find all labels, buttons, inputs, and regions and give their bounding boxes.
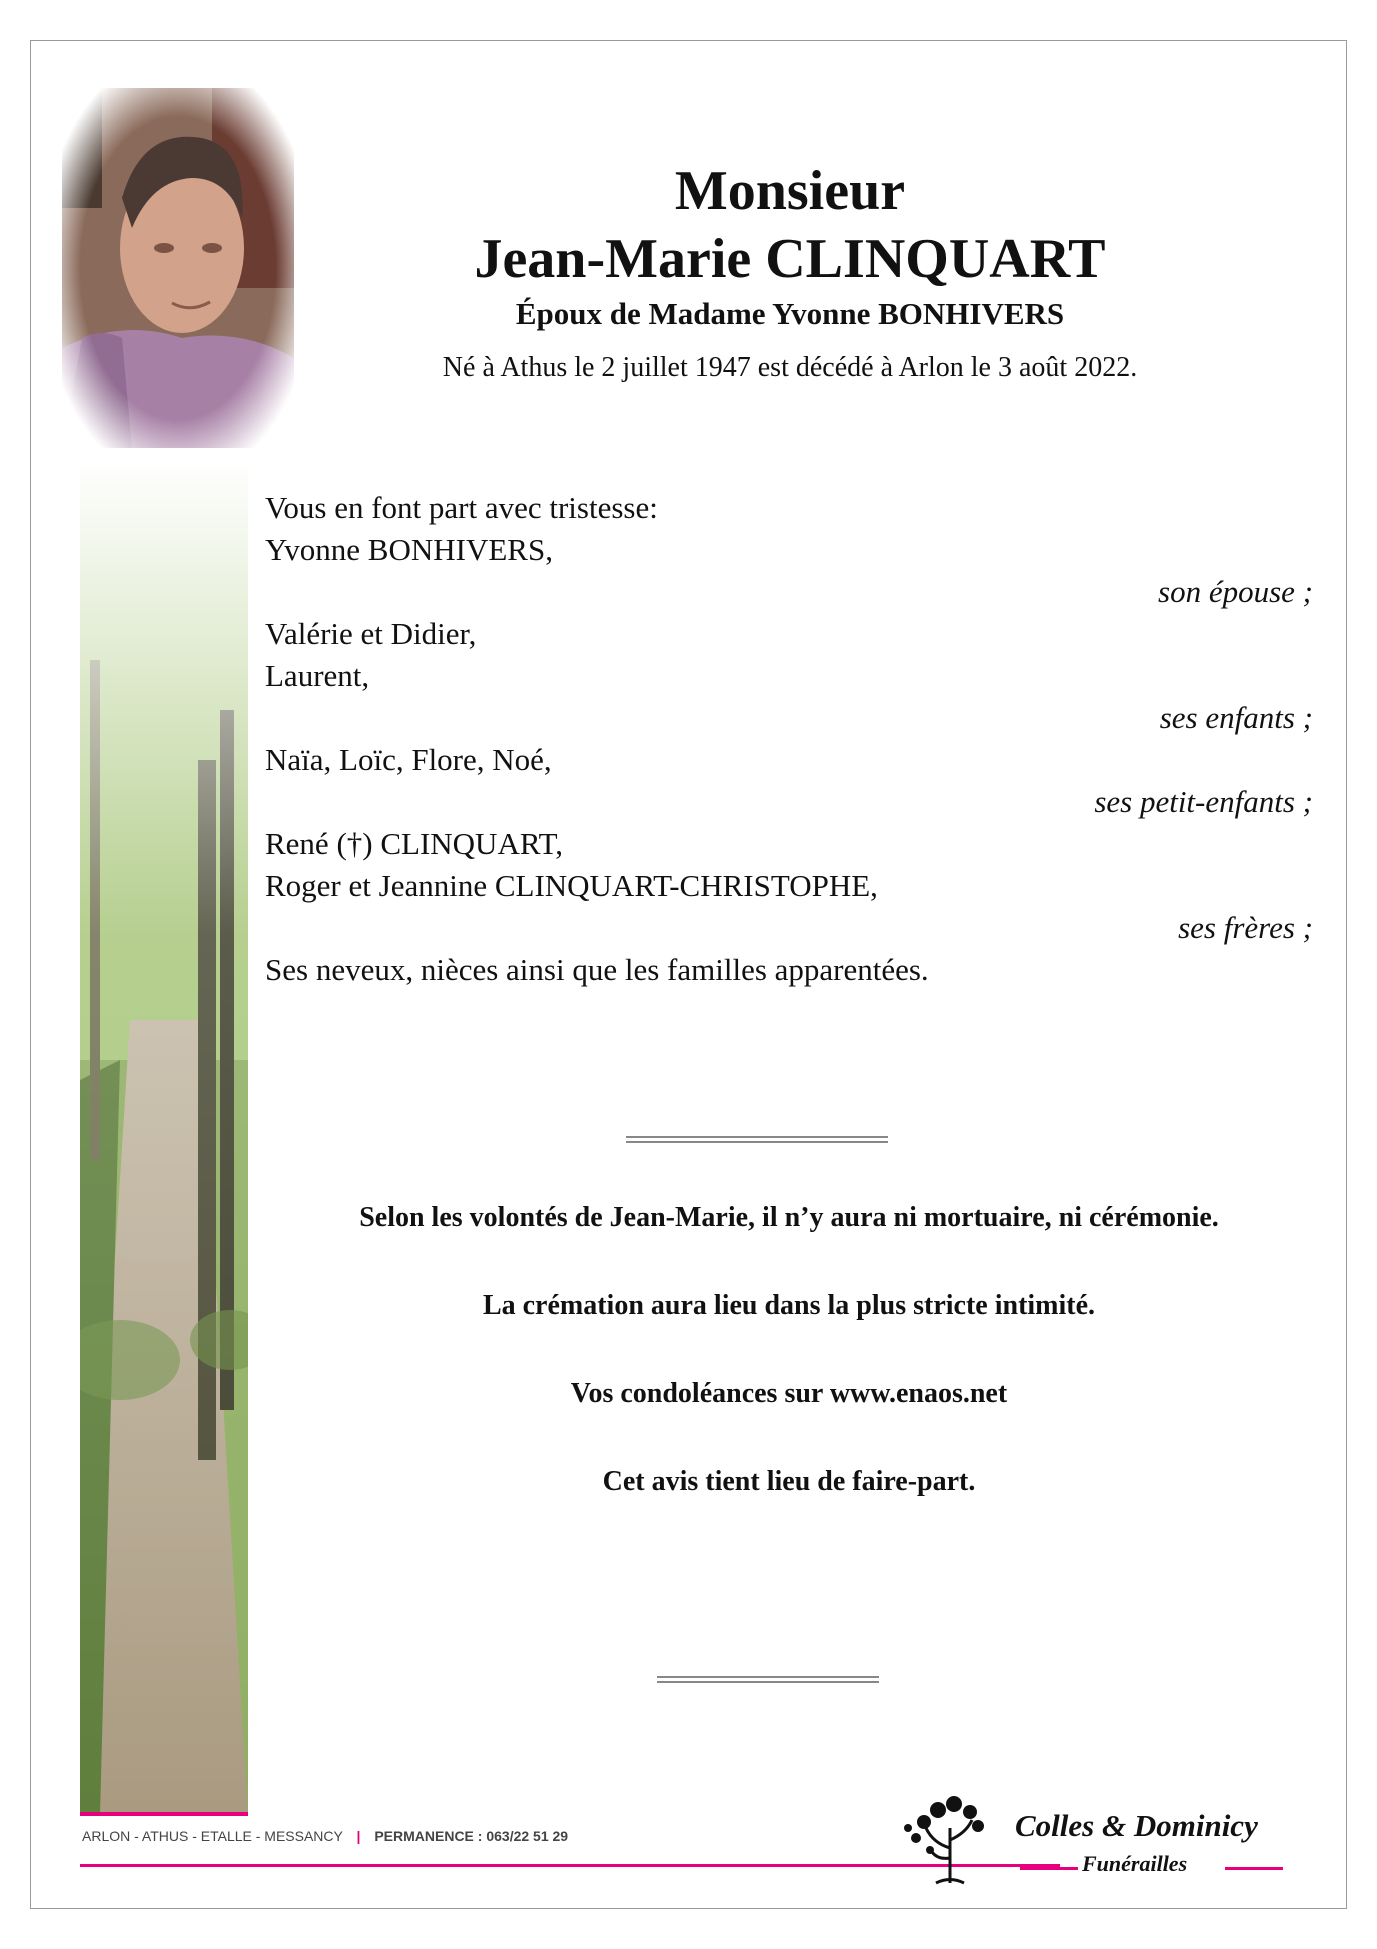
brand-subtitle: Funérailles xyxy=(1082,1851,1188,1876)
notice-faire-part: Cet avis tient lieu de faire-part. xyxy=(602,1466,976,1497)
separator-top xyxy=(626,1136,888,1143)
portrait-photo xyxy=(62,88,294,448)
brother-line-2: Roger et Jeannine CLINQUART-CHRISTOPHE, xyxy=(265,868,878,903)
notice-cremation: La crémation aura lieu dans la plus stricte intimité. xyxy=(482,1290,1096,1321)
deceased-name: Jean-Marie CLINQUART xyxy=(474,228,1106,290)
tree-icon xyxy=(888,1788,1008,1888)
separator-bottom xyxy=(657,1676,879,1683)
grandchildren-role: ses petit-enfants ; xyxy=(1094,784,1313,819)
brand-rule-left xyxy=(1020,1867,1078,1870)
dates-line: Né à Athus le 2 juillet 1947 est décédé à Arlon le 3 août 2022. xyxy=(442,352,1138,383)
notice-condolences: Vos condoléances sur www.enaos.net xyxy=(570,1378,1008,1409)
strip-accent-bar xyxy=(80,1812,248,1816)
footer-permanence: PERMANENCE : 063/22 51 29 xyxy=(374,1828,569,1844)
brothers-role: ses frères ; xyxy=(1178,910,1313,945)
brand-name: Colles & Dominicy xyxy=(1015,1808,1258,1843)
children-line-1: Valérie et Didier, xyxy=(265,616,477,651)
brother-line-1: René (†) CLINQUART, xyxy=(265,826,564,861)
children-role: ses enfants ; xyxy=(1159,700,1313,735)
spouse-name: Yvonne BONHIVERS, xyxy=(265,532,553,567)
children-line-2: Laurent, xyxy=(265,658,370,693)
footer-separator: | xyxy=(356,1828,361,1844)
footer-contact xyxy=(82,1828,568,1844)
notice-wishes: Selon les volontés de Jean-Marie, il n’y aura ni mortuaire, ni cérémonie. xyxy=(359,1202,1219,1233)
salutation: Monsieur xyxy=(674,160,906,222)
grandchildren-line: Naïa, Loïc, Flore, Noé, xyxy=(265,742,552,777)
family-list xyxy=(265,487,1313,991)
footer-locations: ARLON - ATHUS - ETALLE - MESSANCY xyxy=(82,1828,343,1844)
brand-rule-right xyxy=(1225,1867,1283,1870)
family-intro: Vous en font part avec tristesse: xyxy=(265,490,658,525)
spouse-line: Époux de Madame Yvonne BONHIVERS xyxy=(515,296,1065,331)
other-relatives: Ses neveux, nièces ainsi que les familles apparentées. xyxy=(265,952,929,987)
spouse-role: son épouse ; xyxy=(1158,574,1313,609)
forest-path-image xyxy=(80,460,248,1815)
